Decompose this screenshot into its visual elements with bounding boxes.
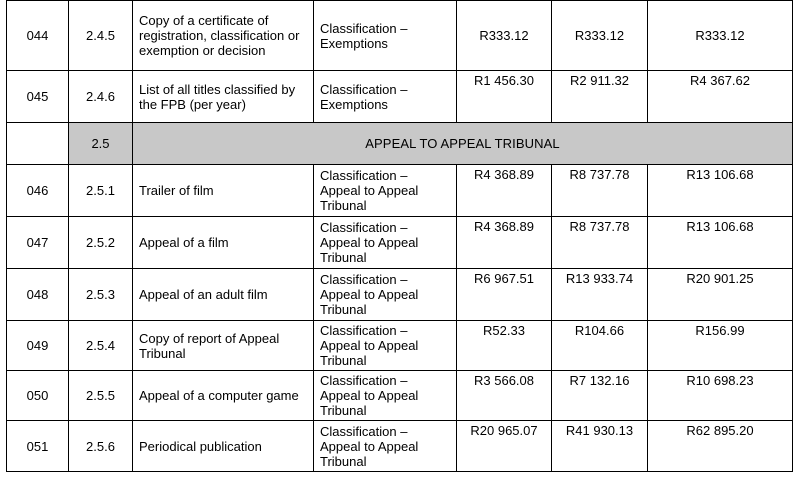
row-category: Classification – Appeal to Appeal Tribunal (314, 321, 457, 371)
row-fee-3: R4 367.62 (648, 71, 793, 123)
row-category: Classification – Exemptions (314, 71, 457, 123)
table-row (7, 321, 793, 371)
row-fee-2: R7 132.16 (552, 371, 648, 421)
row-fee-1: R4 368.89 (457, 165, 552, 217)
row-category: Classification – Appeal to Appeal Tribunal (314, 269, 457, 321)
row-item-number: 2.5.2 (69, 217, 133, 269)
row-item-number: 2.4.6 (69, 71, 133, 123)
row-description: Appeal of a computer game (133, 371, 314, 421)
row-code: 051 (7, 421, 69, 472)
row-description: List of all titles classified by the FPB (per year) (133, 71, 314, 123)
row-fee-1: R1 456.30 (457, 71, 552, 123)
row-fee-3: R13 106.68 (648, 165, 793, 217)
row-item-number: 2.4.5 (69, 1, 133, 71)
row-fee-1: R20 965.07 (457, 421, 552, 472)
row-code: 046 (7, 165, 69, 217)
table-row (7, 165, 793, 217)
row-category: Classification – Appeal to Appeal Tribunal (314, 421, 457, 472)
row-item-number: 2.5.6 (69, 421, 133, 472)
row-description: Copy of a certificate of registration, classification or exemption or decision (133, 1, 314, 71)
row-description: Periodical publication (133, 421, 314, 472)
section-header-row (7, 123, 793, 165)
row-fee-1: R4 368.89 (457, 217, 552, 269)
row-fee-2: R2 911.32 (552, 71, 648, 123)
row-fee-3: R62 895.20 (648, 421, 793, 472)
row-code: 050 (7, 371, 69, 421)
row-description: Appeal of a film (133, 217, 314, 269)
row-fee-2: R13 933.74 (552, 269, 648, 321)
row-fee-3: R10 698.23 (648, 371, 793, 421)
row-fee-3: R333.12 (648, 1, 793, 71)
table-row (7, 371, 793, 421)
row-fee-2: R41 930.13 (552, 421, 648, 472)
row-code: 048 (7, 269, 69, 321)
row-fee-1: R3 566.08 (457, 371, 552, 421)
row-fee-3: R13 106.68 (648, 217, 793, 269)
row-description: Copy of report of Appeal Tribunal (133, 321, 314, 371)
table-row (7, 1, 793, 71)
section-title: APPEAL TO APPEAL TRIBUNAL (133, 123, 793, 165)
row-fee-1: R6 967.51 (457, 269, 552, 321)
table-row (7, 269, 793, 321)
table-row (7, 217, 793, 269)
row-fee-1: R52.33 (457, 321, 552, 371)
row-item-number: 2.5.1 (69, 165, 133, 217)
row-fee-2: R8 737.78 (552, 217, 648, 269)
table-row (7, 421, 793, 472)
row-category: Classification – Appeal to Appeal Tribunal (314, 165, 457, 217)
row-fee-3: R20 901.25 (648, 269, 793, 321)
row-fee-2: R333.12 (552, 1, 648, 71)
table-row (7, 71, 793, 123)
row-code: 049 (7, 321, 69, 371)
row-fee-3: R156.99 (648, 321, 793, 371)
row-code: 044 (7, 1, 69, 71)
row-code: 047 (7, 217, 69, 269)
section-code (7, 123, 69, 165)
row-category: Classification – Exemptions (314, 1, 457, 71)
fee-schedule-page (6, 0, 792, 472)
fee-schedule-table (6, 0, 793, 472)
row-item-number: 2.5.4 (69, 321, 133, 371)
row-category: Classification – Appeal to Appeal Tribunal (314, 371, 457, 421)
row-fee-2: R8 737.78 (552, 165, 648, 217)
row-item-number: 2.5.5 (69, 371, 133, 421)
row-description: Trailer of film (133, 165, 314, 217)
row-category: Classification – Appeal to Appeal Tribunal (314, 217, 457, 269)
section-item-number: 2.5 (69, 123, 133, 165)
row-code: 045 (7, 71, 69, 123)
row-description: Appeal of an adult film (133, 269, 314, 321)
row-item-number: 2.5.3 (69, 269, 133, 321)
row-fee-2: R104.66 (552, 321, 648, 371)
row-fee-1: R333.12 (457, 1, 552, 71)
